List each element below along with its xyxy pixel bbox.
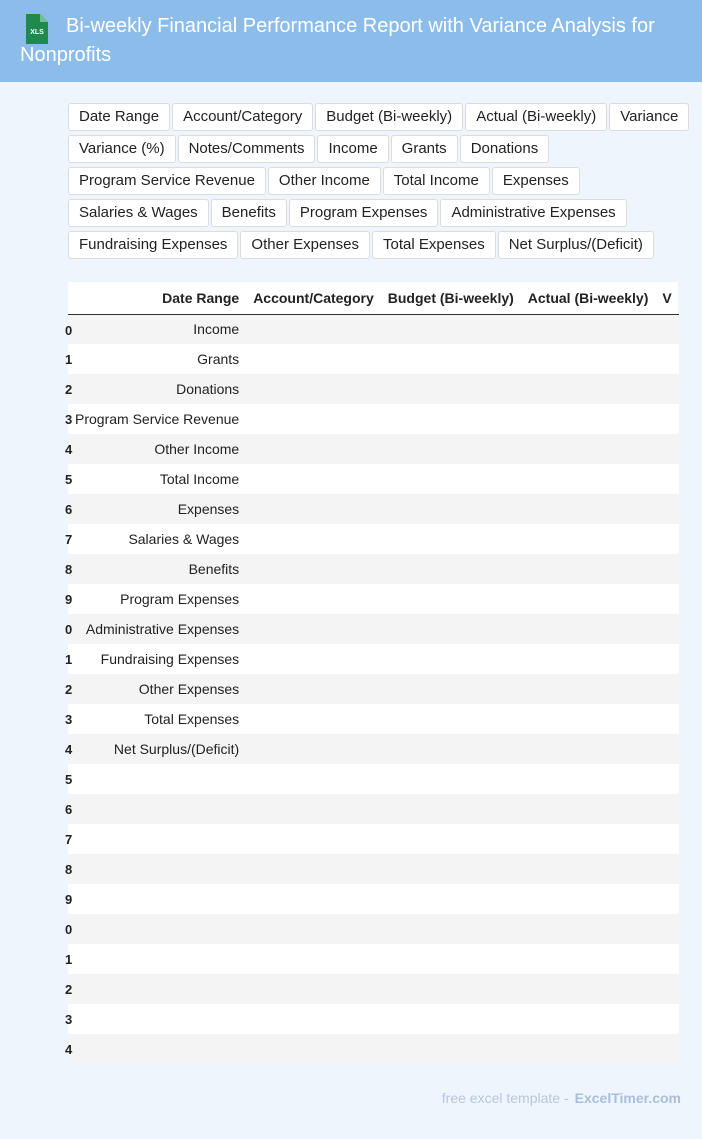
- cell-date-range[interactable]: Program Expenses: [68, 584, 246, 614]
- cell-budget[interactable]: [381, 404, 521, 434]
- cell-date-range[interactable]: Total Income: [68, 464, 246, 494]
- footer-text: free excel template -: [441, 1090, 569, 1106]
- cell-account-category[interactable]: [246, 734, 381, 764]
- cell-date-range[interactable]: [68, 824, 246, 854]
- cell-variance[interactable]: [655, 404, 678, 434]
- cell-budget[interactable]: [381, 674, 521, 704]
- table-header-row: [68, 282, 679, 314]
- cell-budget[interactable]: [381, 944, 521, 974]
- cell-variance[interactable]: [655, 614, 678, 644]
- cell-date-range[interactable]: [68, 794, 246, 824]
- cell-variance[interactable]: [655, 824, 678, 854]
- row-index: 4: [65, 442, 73, 457]
- table-row: [68, 584, 679, 614]
- cell-actual[interactable]: [521, 374, 656, 404]
- table-row: [68, 344, 679, 374]
- cell-date-range[interactable]: Salaries & Wages: [68, 524, 246, 554]
- cell-variance[interactable]: [655, 374, 678, 404]
- cell-date-range[interactable]: Income: [68, 314, 246, 344]
- cell-actual[interactable]: [521, 704, 656, 734]
- row-index: 9: [65, 592, 73, 607]
- cell-actual[interactable]: [521, 614, 656, 644]
- cell-date-range[interactable]: Expenses: [68, 494, 246, 524]
- cell-variance[interactable]: [655, 674, 678, 704]
- table-row: [68, 824, 679, 854]
- cell-account-category[interactable]: [246, 344, 381, 374]
- row-index: 0: [65, 322, 73, 338]
- cell-budget[interactable]: [381, 374, 521, 404]
- table-row: [68, 764, 679, 794]
- cell-variance[interactable]: [655, 734, 678, 764]
- column-chip[interactable]: Grants: [391, 135, 458, 163]
- table-row: [68, 554, 679, 584]
- table-row: [68, 644, 679, 674]
- cell-budget[interactable]: [381, 794, 521, 824]
- cell-date-range[interactable]: Donations: [68, 374, 246, 404]
- cell-account-category[interactable]: [246, 674, 381, 704]
- column-chip[interactable]: Other Expenses: [240, 231, 370, 259]
- table-row: [68, 974, 679, 1004]
- cell-account-category[interactable]: [246, 1004, 381, 1034]
- cell-budget[interactable]: [381, 344, 521, 374]
- row-index: 2: [65, 382, 73, 397]
- cell-variance[interactable]: [655, 1004, 678, 1034]
- cell-variance[interactable]: [655, 974, 678, 1004]
- column-chip[interactable]: Administrative Expenses: [440, 199, 626, 227]
- cell-account-category[interactable]: [246, 434, 381, 464]
- table-body: [65, 314, 679, 1064]
- cell-budget[interactable]: [381, 824, 521, 854]
- cell-account-category[interactable]: [246, 944, 381, 974]
- cell-date-range[interactable]: [68, 764, 246, 794]
- column-header-account-category[interactable]: Account/Category: [246, 282, 381, 314]
- cell-actual[interactable]: [521, 404, 656, 434]
- cell-date-range[interactable]: [68, 944, 246, 974]
- column-chip[interactable]: Date Range: [68, 103, 170, 131]
- table-row: [68, 374, 679, 404]
- column-chip[interactable]: Variance: [609, 103, 689, 131]
- cell-actual[interactable]: [521, 824, 656, 854]
- cell-actual[interactable]: [521, 674, 656, 704]
- cell-account-category[interactable]: [246, 1034, 381, 1064]
- column-header-variance[interactable]: V: [655, 282, 678, 314]
- cell-actual[interactable]: [521, 734, 656, 764]
- row-index: 1: [65, 652, 73, 667]
- cell-date-range[interactable]: [68, 884, 246, 914]
- cell-date-range[interactable]: Administrative Expenses: [68, 614, 246, 644]
- table-row: [68, 524, 679, 554]
- cell-budget[interactable]: [381, 314, 521, 344]
- column-chip[interactable]: Notes/Comments: [178, 135, 316, 163]
- cell-actual[interactable]: [521, 434, 656, 464]
- data-table: [65, 282, 679, 1064]
- column-chip[interactable]: Benefits: [211, 199, 287, 227]
- row-index: 4: [65, 742, 73, 757]
- cell-variance[interactable]: [655, 494, 678, 524]
- row-index: 8: [65, 862, 73, 877]
- row-index: 7: [65, 832, 73, 847]
- row-index: 3: [65, 412, 73, 427]
- row-index: 6: [65, 802, 73, 817]
- cell-actual[interactable]: [521, 854, 656, 884]
- row-index: 9: [65, 892, 73, 907]
- cell-budget[interactable]: [381, 764, 521, 794]
- cell-date-range[interactable]: Other Expenses: [68, 674, 246, 704]
- cell-account-category[interactable]: [246, 554, 381, 584]
- cell-budget[interactable]: [381, 434, 521, 464]
- content-panel: [0, 82, 702, 1139]
- cell-variance[interactable]: [655, 944, 678, 974]
- cell-date-range[interactable]: Total Expenses: [68, 704, 246, 734]
- row-index: 0: [65, 922, 73, 937]
- cell-account-category[interactable]: [246, 464, 381, 494]
- cell-actual[interactable]: [521, 914, 656, 944]
- cell-account-category[interactable]: [246, 884, 381, 914]
- data-table-viewport[interactable]: [65, 282, 678, 1064]
- cell-date-range[interactable]: Fundraising Expenses: [68, 644, 246, 674]
- cell-budget[interactable]: [381, 734, 521, 764]
- cell-date-range[interactable]: Program Service Revenue: [68, 404, 246, 434]
- row-index: 4: [65, 1042, 73, 1057]
- cell-actual[interactable]: [521, 344, 656, 374]
- cell-budget[interactable]: [381, 1004, 521, 1034]
- column-chip[interactable]: Variance (%): [68, 135, 176, 163]
- row-index: 6: [65, 502, 73, 517]
- table-row: [68, 494, 679, 524]
- column-chip[interactable]: Account/Category: [172, 103, 313, 131]
- cell-account-category[interactable]: [246, 524, 381, 554]
- cell-budget[interactable]: [381, 1034, 521, 1064]
- cell-account-category[interactable]: [246, 644, 381, 674]
- column-chip[interactable]: Program Expenses: [289, 199, 439, 227]
- cell-variance[interactable]: [655, 644, 678, 674]
- xls-file-icon: [22, 14, 50, 44]
- table-row: [68, 734, 679, 764]
- cell-actual[interactable]: [521, 464, 656, 494]
- cell-variance[interactable]: [655, 914, 678, 944]
- column-chip-list: [68, 103, 692, 259]
- row-index: 7: [65, 532, 73, 547]
- table-row: [68, 704, 679, 734]
- cell-budget[interactable]: [381, 974, 521, 1004]
- footer-credit: [442, 1090, 681, 1106]
- cell-variance[interactable]: [655, 884, 678, 914]
- table-row: [68, 434, 679, 464]
- table-row: [68, 944, 679, 974]
- table-row: [68, 674, 679, 704]
- cell-actual[interactable]: [521, 764, 656, 794]
- cell-budget[interactable]: [381, 554, 521, 584]
- cell-account-category[interactable]: [246, 794, 381, 824]
- cell-date-range[interactable]: Benefits: [68, 554, 246, 584]
- row-index: 1: [65, 352, 73, 367]
- cell-variance[interactable]: [655, 1034, 678, 1064]
- footer-brand-link[interactable]: ExcelTimer.com: [574, 1090, 681, 1106]
- row-index: 8: [65, 562, 73, 577]
- cell-account-category[interactable]: [246, 584, 381, 614]
- table-row: [68, 614, 679, 644]
- row-index: 2: [65, 982, 73, 997]
- row-index: 1: [65, 952, 73, 967]
- cell-actual[interactable]: [521, 584, 656, 614]
- cell-actual[interactable]: [521, 1034, 656, 1064]
- column-chip[interactable]: Total Expenses: [372, 231, 496, 259]
- cell-date-range[interactable]: [68, 1004, 246, 1034]
- cell-date-range[interactable]: [68, 974, 246, 1004]
- column-chip[interactable]: Expenses: [492, 167, 580, 195]
- column-header-actual[interactable]: Actual (Bi-weekly): [521, 282, 656, 314]
- table-row: [68, 914, 679, 944]
- cell-account-category[interactable]: [246, 854, 381, 884]
- cell-budget[interactable]: [381, 494, 521, 524]
- cell-account-category[interactable]: [246, 974, 381, 1004]
- cell-account-category[interactable]: [246, 614, 381, 644]
- cell-variance[interactable]: [655, 794, 678, 824]
- cell-date-range[interactable]: [68, 914, 246, 944]
- cell-account-category[interactable]: [246, 824, 381, 854]
- cell-variance[interactable]: [655, 524, 678, 554]
- cell-variance[interactable]: [655, 344, 678, 374]
- cell-account-category[interactable]: [246, 494, 381, 524]
- table-row: [68, 1034, 679, 1064]
- table-row: [68, 1004, 679, 1034]
- cell-actual[interactable]: [521, 554, 656, 584]
- cell-variance[interactable]: [655, 434, 678, 464]
- column-chip[interactable]: Actual (Bi-weekly): [465, 103, 607, 131]
- cell-date-range[interactable]: Other Income: [68, 434, 246, 464]
- row-index: 2: [65, 682, 73, 697]
- table-row: [68, 314, 679, 344]
- cell-account-category[interactable]: [246, 404, 381, 434]
- cell-actual[interactable]: [521, 944, 656, 974]
- cell-date-range[interactable]: Net Surplus/(Deficit): [68, 734, 246, 764]
- cell-variance[interactable]: [655, 464, 678, 494]
- cell-actual[interactable]: [521, 524, 656, 554]
- header-bar: [0, 0, 702, 82]
- column-header-date-range[interactable]: Date Range: [68, 282, 246, 314]
- column-chip[interactable]: Net Surplus/(Deficit): [498, 231, 654, 259]
- column-chip[interactable]: Income: [317, 135, 388, 163]
- cell-actual[interactable]: [521, 314, 656, 344]
- cell-actual[interactable]: [521, 494, 656, 524]
- cell-variance[interactable]: [655, 554, 678, 584]
- cell-budget[interactable]: [381, 644, 521, 674]
- table-row: [68, 464, 679, 494]
- column-chip[interactable]: Budget (Bi-weekly): [315, 103, 463, 131]
- cell-budget[interactable]: [381, 584, 521, 614]
- column-chip[interactable]: Donations: [460, 135, 550, 163]
- cell-actual[interactable]: [521, 644, 656, 674]
- cell-actual[interactable]: [521, 1004, 656, 1034]
- cell-budget[interactable]: [381, 704, 521, 734]
- cell-variance[interactable]: [655, 854, 678, 884]
- table-row: [68, 884, 679, 914]
- cell-account-category[interactable]: [246, 374, 381, 404]
- table-row: [68, 794, 679, 824]
- cell-account-category[interactable]: [246, 914, 381, 944]
- table-row: [68, 854, 679, 884]
- cell-actual[interactable]: [521, 794, 656, 824]
- cell-account-category[interactable]: [246, 764, 381, 794]
- cell-date-range[interactable]: [68, 1034, 246, 1064]
- cell-variance[interactable]: [655, 764, 678, 794]
- row-index: 0: [65, 622, 73, 637]
- cell-variance[interactable]: [655, 314, 678, 344]
- cell-account-category[interactable]: [246, 314, 381, 344]
- column-chip[interactable]: Fundraising Expenses: [68, 231, 238, 259]
- cell-date-range[interactable]: [68, 854, 246, 884]
- row-index: 5: [65, 772, 73, 787]
- column-chip[interactable]: Salaries & Wages: [68, 199, 209, 227]
- column-chip[interactable]: Other Income: [268, 167, 381, 195]
- row-index: 5: [65, 472, 73, 487]
- row-index: 3: [65, 1012, 73, 1027]
- cell-budget[interactable]: [381, 914, 521, 944]
- column-header-budget[interactable]: Budget (Bi-weekly): [381, 282, 521, 314]
- cell-actual[interactable]: [521, 974, 656, 1004]
- column-chip[interactable]: Total Income: [383, 167, 490, 195]
- cell-date-range[interactable]: Grants: [68, 344, 246, 374]
- page-title: Bi-weekly Financial Performance Report with Variance Analysis for Nonprofits: [20, 15, 655, 66]
- table-row: [68, 404, 679, 434]
- column-chip[interactable]: Program Service Revenue: [68, 167, 266, 195]
- cell-budget[interactable]: [381, 884, 521, 914]
- cell-budget[interactable]: [381, 614, 521, 644]
- cell-budget[interactable]: [381, 854, 521, 884]
- cell-budget[interactable]: [381, 524, 521, 554]
- row-index: 3: [65, 712, 73, 727]
- cell-actual[interactable]: [521, 884, 656, 914]
- cell-budget[interactable]: [381, 464, 521, 494]
- cell-variance[interactable]: [655, 704, 678, 734]
- cell-variance[interactable]: [655, 584, 678, 614]
- svg-text:XLS: XLS: [30, 29, 44, 36]
- cell-account-category[interactable]: [246, 704, 381, 734]
